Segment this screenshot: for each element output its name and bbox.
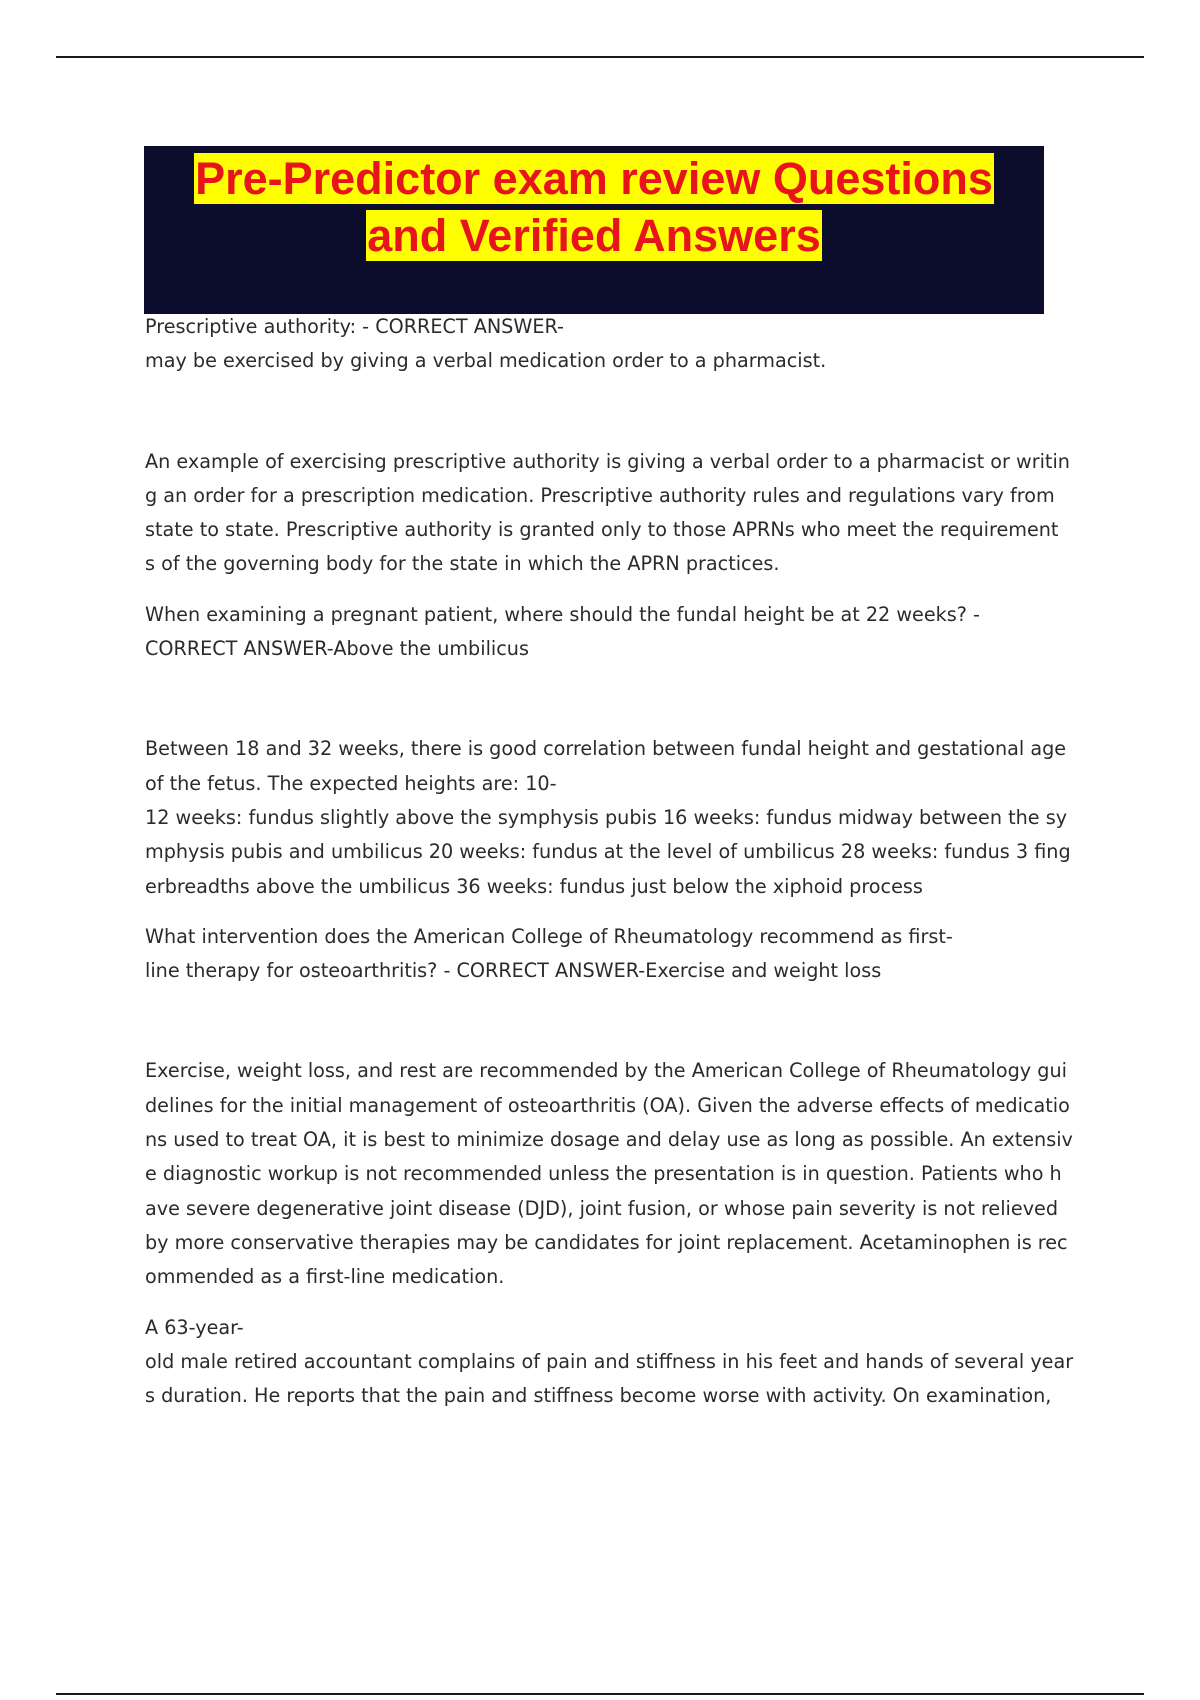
bottom-rule [56,1693,1144,1695]
question-case-63-year-old: A 63-year- old male retired accountant complains of pain and stiffness in his feet and hands of several year s duration. He reports that the pain and stiffness become worse with activity. On examination, [145,1315,1074,1408]
title-line-2: and Verified Answers [367,210,821,261]
document-body [145,310,1095,1413]
title-banner [144,146,1044,314]
document-title [144,150,1044,264]
question-prescriptive-authority: Prescriptive authority: - CORRECT ANSWER- may be exercised by giving a verbal medication order to a pharmacist. [145,315,827,373]
rationale-fundal-height: Between 18 and 32 weeks, there is good correlation between fundal height and gestational age of the fetus. The expected heights are: 10- 12 weeks: fundus slightly above the symphysis pubis 16 weeks: fundus midway between the sy mphysis pubis and umbilicus 20 weeks: fundus at the level of umbilicus 28 weeks: fundus 3 fing erbreadths above the umbilicus 36 weeks: fundus just below the xiphoid process [145,737,1071,898]
question-fundal-height: When examining a pregnant patient, where should the fundal height be at 22 weeks? - CORRECT ANSWER-Above the umbilicus [145,602,980,661]
rationale-prescriptive-authority: An example of exercising prescriptive authority is giving a verbal order to a pharmacist or writin g an order for a prescription medication. Prescriptive authority rules and regulations vary from state to state. Prescriptive authority is granted only to those APRNs who meet the requirement s of the governing body for the state in which the APRN practices. [145,449,1070,576]
title-line-1: Pre-Predictor exam review Questions [195,153,993,204]
question-osteoarthritis: What intervention does the American College of Rheumatology recommend as first- line therapy for osteoarthritis? - CORRECT ANSWER-Exercise and weight loss [145,924,953,983]
top-rule [56,56,1144,58]
rationale-osteoarthritis: Exercise, weight loss, and rest are recommended by the American College of Rheumatology gui delines for the initial management of osteoarthritis (OA). Given the adverse effects of medicatio ns used to treat OA, it is best to minimize dosage and delay use as long as possible. An extensiv e diagnostic workup is not recommended unless the presentation is in question. Patients who h ave severe degenerative joint disease (DJD), joint fusion, or whose pain severity is not relieved by more conservative therapies may be candidates for joint replacement. Acetaminophen is rec ommended as a first-line medication. [145,1059,1073,1289]
